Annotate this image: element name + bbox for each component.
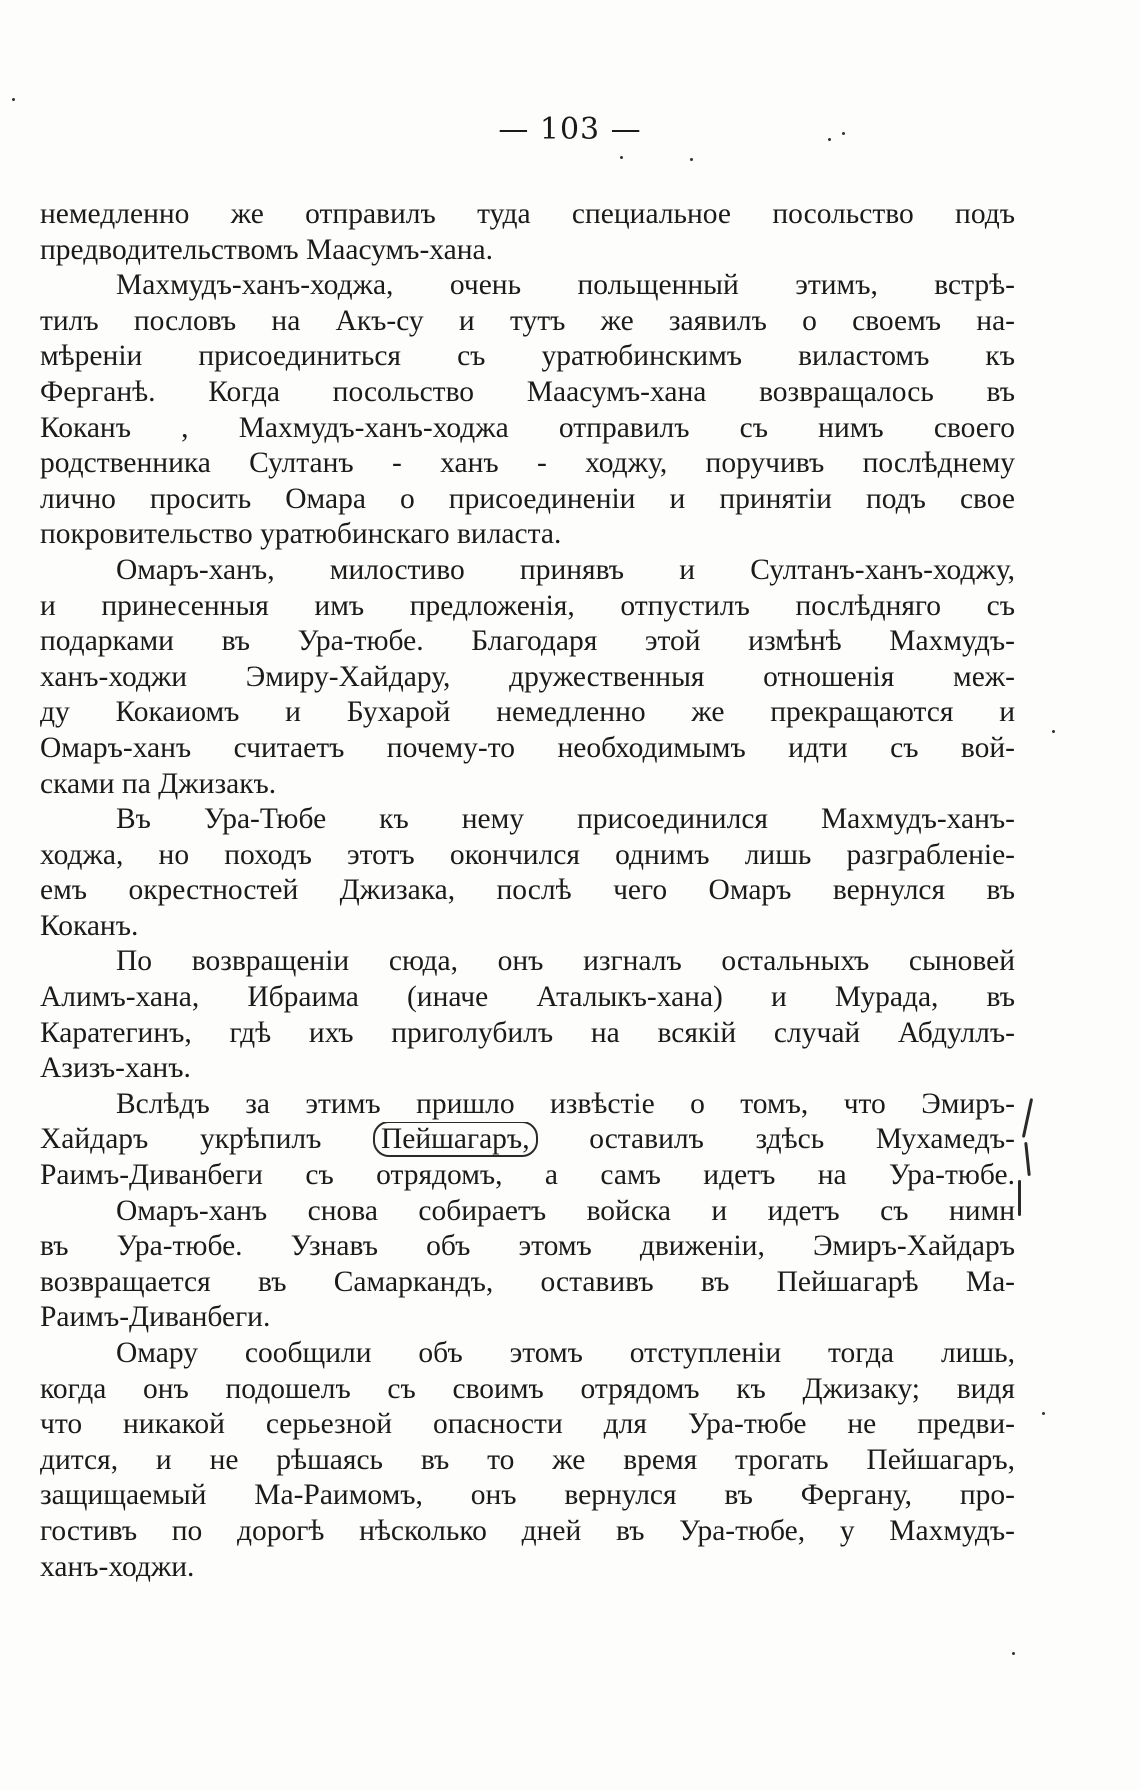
scan-speck <box>828 138 831 141</box>
text-line: дится, и не рѣшаясь въ то же время трогать Пейшагаръ, <box>40 1443 1015 1476</box>
margin-pencil-mark <box>1022 1098 1033 1138</box>
text-line: ханъ-ходжи. <box>40 1550 195 1583</box>
text-line: возвращается въ Самаркандъ, оставивъ въ Пейшагарѣ Ма- <box>40 1265 1015 1298</box>
text-line: Алимъ-хана, Ибраима (иначе Аталыкъ-хана) и Мурада, въ <box>40 981 1015 1014</box>
text-line: гостивъ по дорогѣ нѣсколько дней въ Ура-тюбе, у Махмудъ- <box>40 1514 1015 1547</box>
text-line: родственника Султанъ - ханъ - ходжу, поручивъ послѣднему <box>40 447 1015 480</box>
text-line: ходжа, но походъ этотъ окончился однимъ лишь разграбленіе- <box>40 838 1015 871</box>
text-line: Въ Ура-Тюбе къ нему присоединился Махмудъ-ханъ- <box>116 803 1015 836</box>
text-line: что никакой серьезной опасности для Ура-тюбе не предви- <box>40 1408 1015 1441</box>
text-line: Коканъ. <box>40 909 139 942</box>
text-line: Азизъ-ханъ. <box>40 1052 191 1085</box>
text-line: Коканъ , Махмудъ-ханъ-ходжа отправилъ съ нимъ своего <box>40 411 1015 444</box>
text-line: Ферганѣ. Когда посольство Маасумъ-хана возвращалось въ <box>40 375 1015 408</box>
text-line: Омару сообщили объ этомъ отступленіи тогда лишь, <box>116 1337 1015 1369</box>
text-line: когда онъ подошелъ съ своимъ отрядомъ къ Джизаку; видя <box>40 1372 1015 1405</box>
text-line: немедленно же отправилъ туда специальное посольство подъ <box>40 198 1015 230</box>
text-line: тилъ пословъ на Акъ-су и тутъ же заявилъ о своемъ на- <box>40 304 1015 337</box>
scan-speck <box>12 98 15 101</box>
scan-speck <box>620 156 623 159</box>
text-line: подарками въ Ура-тюбе. Благодаря этой измѣнѣ Махмудъ- <box>40 625 1015 658</box>
text-line: Омаръ-ханъ снова собираетъ войска и идетъ съ нимн <box>116 1194 1015 1227</box>
text-segment: Хайдаръ укрѣпилъ <box>40 1123 373 1156</box>
text-line: мѣреніи присоединиться съ уратюбинскимъ виластомъ къ <box>40 340 1015 373</box>
text-line: Омаръ-ханъ считаетъ почему-то необходимымъ идти съ вой- <box>40 731 1015 764</box>
text-line: покровительство уратюбинскаго виласта. <box>40 518 562 551</box>
text-line: Раимъ-Диванбеги. <box>40 1301 271 1334</box>
text-line: Омаръ-ханъ, милостиво принявъ и Султанъ-ханъ-ходжу, <box>116 553 1015 586</box>
text-line: лично просить Омара о присоединеніи и принятіи подъ свое <box>40 482 1015 515</box>
circled-word: Пейшагаръ, <box>373 1122 538 1157</box>
text-line: въ Ура-тюбе. Узнавъ объ этомъ движеніи, Эмиръ-Хайдаръ <box>40 1230 1015 1263</box>
page-number: — 103 — <box>498 112 642 147</box>
text-line: и принесенныя имъ предложенія, отпустилъ послѣдняго съ <box>40 589 1015 622</box>
text-line: ду Кокаиомъ и Бухарой немедленно же прекращаются и <box>40 696 1015 729</box>
scan-speck <box>1012 1652 1015 1655</box>
text-line: Каратегинъ, гдѣ ихъ приголубилъ на всякій случай Абдуллъ- <box>40 1016 1015 1049</box>
text-line: Вслѣдъ за этимъ пришло извѣстіе о томъ, что Эмиръ- <box>116 1087 1015 1120</box>
text-segment: оставилъ здѣсь Мухамедъ- <box>537 1123 1015 1156</box>
text-line: защищаемый Ма-Раимомъ, онъ вернулся въ Фергану, про- <box>40 1479 1015 1512</box>
text-line: сками па Джизакъ. <box>40 767 277 800</box>
margin-pencil-mark <box>1024 1142 1031 1176</box>
text-line: емъ окрестностей Джизака, послѣ чего Омаръ вернулся въ <box>40 874 1015 907</box>
text-line: Махмудъ-ханъ-ходжа, очень польщенный этимъ, встрѣ- <box>116 269 1015 302</box>
scan-speck <box>690 158 693 161</box>
body-text <box>40 197 1015 1585</box>
scan-speck <box>1042 1412 1045 1415</box>
text-line: ханъ-ходжи Эмиру-Хайдару, дружественныя отношенія меж- <box>40 660 1015 693</box>
text-line: предводительствомъ Маасумъ-хана. <box>40 233 493 266</box>
scan-speck <box>842 132 845 135</box>
margin-pencil-mark <box>1018 1180 1021 1216</box>
text-line <box>40 1122 1015 1158</box>
text-line: По возвращеніи сюда, онъ изгналъ остальныхъ сыновей <box>116 945 1015 978</box>
text-line: Раимъ-Диванбеги съ отрядомъ, а самъ идетъ на Ура-тюбе. <box>40 1159 1015 1192</box>
scan-speck <box>1052 730 1055 733</box>
